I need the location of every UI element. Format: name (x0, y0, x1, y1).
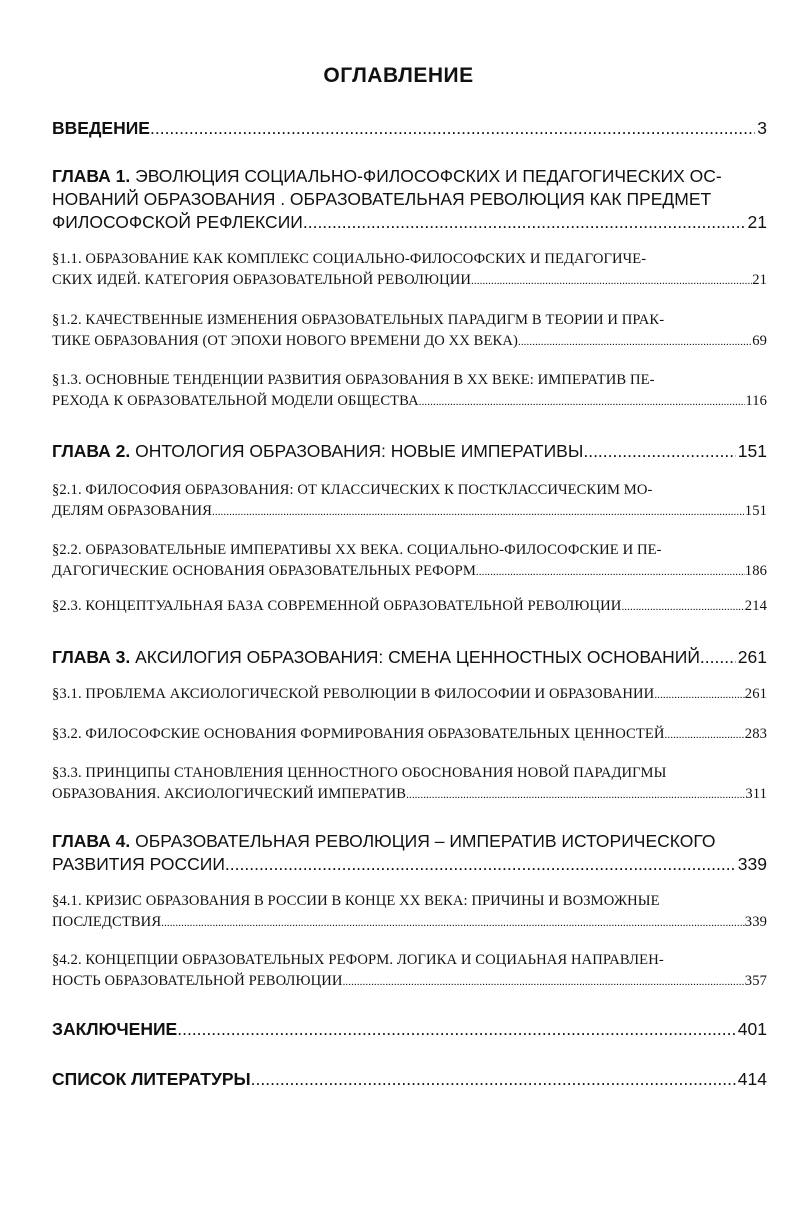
page-number: 401 (737, 1019, 767, 1039)
page-title: ОГЛАВЛЕНИЕ (323, 64, 474, 87)
chapter-label: ГЛАВА 2. (52, 441, 131, 461)
section-title-line: §4.1. КРИЗИС ОБРАЗОВАНИЯ В РОССИИ В КОНЦЕ XX ВЕКА: ПРИЧИНЫ И ВОЗМОЖНЫЕ (52, 893, 660, 909)
toc-entry-section-2-1[interactable] (52, 480, 767, 523)
toc-entry-section-3-3[interactable] (52, 763, 767, 806)
chapter-title-line: РАЗВИТИЯ РОССИИ (52, 854, 225, 874)
section-title-line: §3.3. ПРИНЦИПЫ СТАНОВЛЕНИЯ ЦЕННОСТНОГО ОБОСНОВАНИЯ НОВОЙ ПАРАДИГМЫ (52, 765, 667, 781)
chapter-title-line: ЭВОЛЮЦИЯ СОЦИАЛЬНО-ФИЛОСОФСКИХ И ПЕДАГОГИЧЕСКИХ ОС- (130, 166, 722, 186)
intro-label: ВВЕДЕНИЕ (52, 118, 150, 138)
section-title-line: НОСТЬ ОБРАЗОВАТЕЛЬНОЙ РЕВОЛЮЦИИ (52, 973, 343, 989)
section-title-line: ДАГОГИЧЕСКИЕ ОСНОВАНИЯ ОБРАЗОВАТЕЛЬНЫХ РЕФОРМ (52, 563, 476, 579)
page-number: 339 (737, 854, 767, 874)
section-title-line: §1.1. ОБРАЗОВАНИЕ КАК КОМПЛЕКС СОЦИАЛЬНО-ФИЛОСОФСКИХ И ПЕДАГОГИЧЕ- (52, 251, 647, 267)
page-number: 21 (747, 212, 767, 232)
section-title-line: ПОСЛЕДСТВИЯ (52, 914, 162, 930)
section-title-line: РЕХОДА К ОБРАЗОВАТЕЛЬНОЙ МОДЕЛИ ОБЩЕСТВА (52, 393, 419, 409)
section-title-line: ТИКЕ ОБРАЗОВАНИЯ (ОТ ЭПОХИ НОВОГО ВРЕМЕНИ ДО XX ВЕКА) (52, 333, 518, 349)
dot-leader (654, 685, 744, 706)
page-number: 261 (744, 686, 767, 702)
chapter-title-line: НОВАНИЙ ОБРАЗОВАНИЯ . ОБРАЗОВАТЕЛЬНАЯ РЕВОЛЮЦИЯ КАК ПРЕДМЕТ (52, 189, 712, 209)
section-title: §2.3. КОНЦЕПТУАЛЬНАЯ БАЗА СОВРЕМЕННОЙ ОБРАЗОВАТЕЛЬНОЙ РЕВОЛЮЦИИ (52, 598, 622, 614)
toc-entry-conclusion[interactable] (52, 1018, 767, 1041)
toc-entry-section-4-2[interactable] (52, 950, 767, 993)
section-title-line: §1.2. КАЧЕСТВЕННЫЕ ИЗМЕНЕНИЯ ОБРАЗОВАТЕЛЬНЫХ ПАРАДИГМ В ТЕОРИИ И ПРАК- (52, 312, 665, 328)
page-number: 21 (752, 272, 767, 288)
dot-leader (583, 440, 735, 463)
chapter-label: ГЛАВА 4. (52, 831, 131, 851)
chapter-title: ОНТОЛОГИЯ ОБРАЗОВАНИЯ: НОВЫЕ ИМПЕРАТИВЫ (130, 441, 584, 461)
toc-entry-section-1-2[interactable] (52, 310, 767, 353)
toc-entry-chapter-4[interactable] (52, 830, 767, 876)
dot-leader (476, 562, 745, 583)
chapter-title: АКСИЛОГИЯ ОБРАЗОВАНИЯ: СМЕНА ЦЕННОСТНЫХ ОСНОВАНИЙ (130, 647, 700, 667)
chapter-label: ГЛАВА 3. (52, 647, 131, 667)
section-title-line: ДЕЛЯМ ОБРАЗОВАНИЯ (52, 503, 212, 519)
section-title-line: §1.3. ОСНОВНЫЕ ТЕНДЕНЦИИ РАЗВИТИЯ ОБРАЗОВАНИЯ В XX ВЕКЕ: ИМПЕРАТИВ ПЕ- (52, 372, 655, 388)
toc-entry-chapter-3[interactable] (52, 646, 767, 669)
page-number: 283 (744, 726, 767, 742)
dot-leader (303, 211, 746, 234)
toc-entry-chapter-1[interactable] (52, 165, 767, 234)
page-number: 151 (737, 441, 767, 461)
dot-leader (212, 502, 745, 523)
dot-leader (665, 725, 745, 746)
toc-entry-intro[interactable] (52, 117, 767, 140)
toc-entry-section-3-2[interactable] (52, 724, 767, 746)
page-number: 357 (744, 973, 767, 989)
dot-leader (700, 646, 736, 669)
section-title: §3.1. ПРОБЛЕМА АКСИОЛОГИЧЕСКОЙ РЕВОЛЮЦИИ В ФИЛОСОФИИ И ОБРАЗОВАНИИ (52, 686, 655, 702)
toc-entry-section-4-1[interactable] (52, 891, 767, 934)
dot-leader (419, 392, 746, 413)
page-number: 311 (745, 786, 767, 802)
page-number: 69 (752, 333, 767, 349)
dot-leader (225, 853, 736, 876)
page-number: 151 (744, 503, 767, 519)
page-number: 186 (744, 563, 767, 579)
section-title-line: §4.2. КОНЦЕПЦИИ ОБРАЗОВАТЕЛЬНЫХ РЕФОРМ. ЛОГИКА И СОЦИАЬНАЯ НАПРАВЛЕН- (52, 952, 664, 968)
section-title-line: §2.2. ОБРАЗОВАТЕЛЬНЫЕ ИМПЕРАТИВЫ XX ВЕКА. СОЦИАЛЬНО-ФИЛОСОФСКИЕ И ПЕ- (52, 542, 662, 558)
references-label: СПИСОК ЛИТЕРАТУРЫ (52, 1069, 251, 1089)
chapter-title-line: ФИЛОСОФСКОЙ РЕФЛЕКСИИ (52, 212, 303, 232)
chapter-title-line: ОБРАЗОВАТЕЛЬНАЯ РЕВОЛЮЦИЯ – ИМПЕРАТИВ ИСТОРИЧЕСКОГО (130, 831, 716, 851)
dot-leader (518, 332, 752, 353)
dot-leader (471, 271, 752, 292)
dot-leader (343, 972, 745, 993)
page-number: 214 (744, 598, 767, 614)
toc-entry-references[interactable] (52, 1068, 767, 1091)
page-number: 261 (737, 647, 767, 667)
section-title: §3.2. ФИЛОСОФСКИЕ ОСНОВАНИЯ ФОРМИРОВАНИЯ ОБРАЗОВАТЕЛЬНЫХ ЦЕННОСТЕЙ (52, 726, 665, 742)
dot-leader (161, 913, 745, 934)
section-title-line: ОБРАЗОВАНИЯ. АКСИОЛОГИЧЕСКИЙ ИМПЕРАТИВ (52, 786, 407, 802)
dot-leader (251, 1068, 736, 1091)
toc-entry-section-1-3[interactable] (52, 370, 767, 413)
dot-leader (150, 117, 755, 140)
toc-entry-chapter-2[interactable] (52, 440, 767, 463)
toc-entry-section-1-1[interactable] (52, 249, 767, 292)
dot-leader (177, 1018, 736, 1041)
page-number: 339 (744, 914, 767, 930)
page-number: 116 (745, 393, 767, 409)
dot-leader (621, 597, 744, 618)
page-number: 3 (757, 118, 767, 138)
chapter-label: ГЛАВА 1. (52, 166, 131, 186)
conclusion-label: ЗАКЛЮЧЕНИЕ (52, 1019, 178, 1039)
toc-entry-section-3-1[interactable] (52, 684, 767, 706)
section-title-line: СКИХ ИДЕЙ. КАТЕГОРИЯ ОБРАЗОВАТЕЛЬНОЙ РЕВОЛЮЦИИ (52, 272, 472, 288)
dot-leader (406, 785, 745, 806)
section-title-line: §2.1. ФИЛОСОФИЯ ОБРАЗОВАНИЯ: ОТ КЛАССИЧЕСКИХ К ПОСТКЛАССИЧЕСКИМ МО- (52, 482, 653, 498)
page-number: 414 (737, 1069, 767, 1089)
toc-entry-section-2-2[interactable] (52, 540, 767, 583)
toc-entry-section-2-3[interactable] (52, 596, 767, 618)
